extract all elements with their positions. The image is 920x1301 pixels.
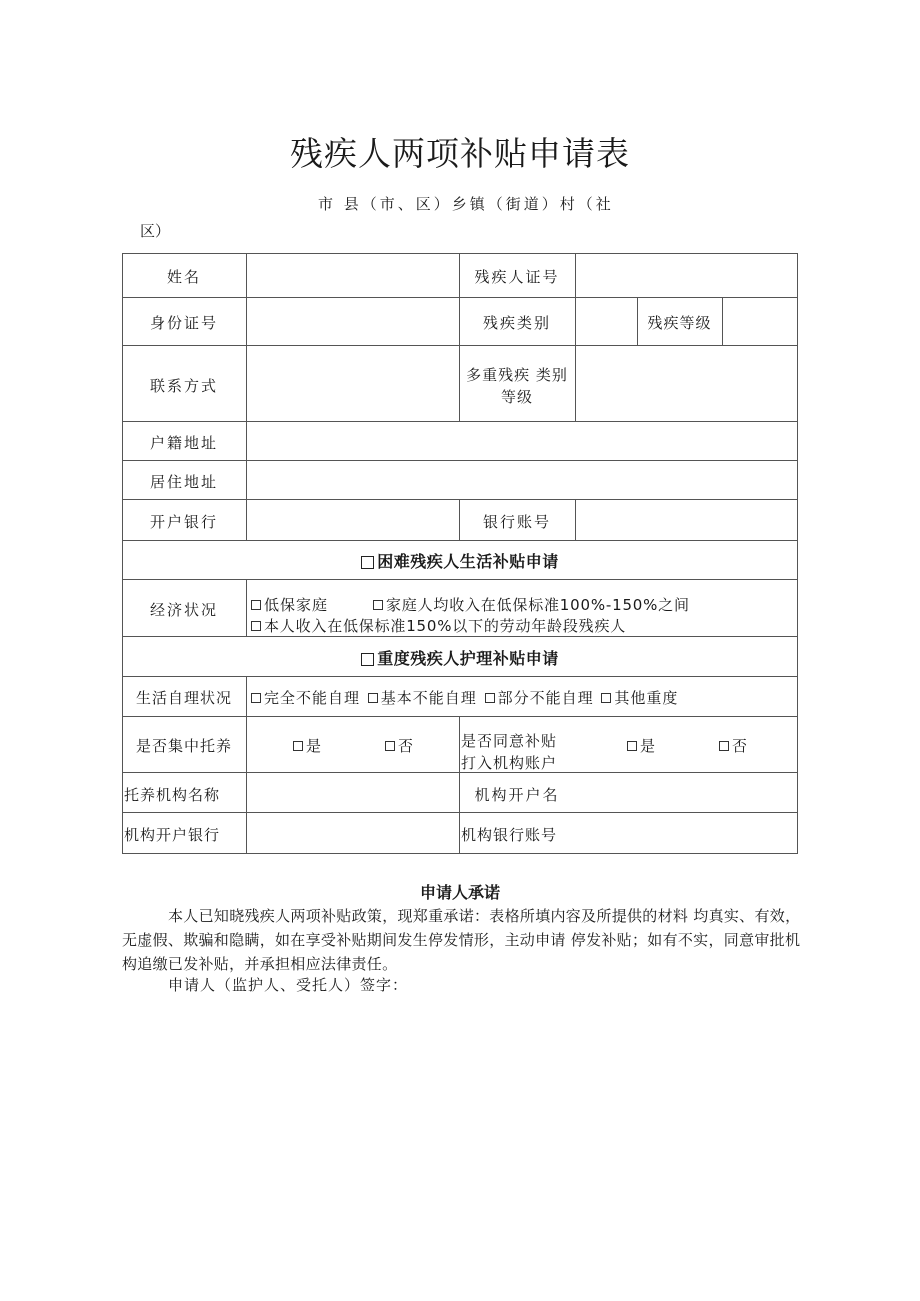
- row-divider: [122, 579, 798, 580]
- row-divider: [122, 499, 798, 500]
- multiple-disability-grade-label: 等级: [500, 388, 533, 406]
- care-option-complete[interactable]: 完全不能自理: [251, 689, 360, 707]
- row-divider: [122, 676, 798, 677]
- disability-category-label: 残疾类别: [482, 314, 551, 332]
- row-divider: [122, 540, 798, 541]
- checkbox-icon[interactable]: [293, 741, 303, 751]
- living-subsidy-section[interactable]: [122, 549, 798, 572]
- row-divider: [122, 297, 798, 298]
- econ-option-personal-income[interactable]: 本人收入在低保标准150%以下的劳动年龄段残疾人: [251, 615, 626, 636]
- agree-transfer-label-continued: 打入机构账户: [461, 754, 558, 772]
- checkbox-icon[interactable]: [601, 693, 611, 703]
- form-title: 残疾人两项补贴申请表: [290, 134, 630, 173]
- org-bank-account-label: 机构银行账号: [461, 826, 558, 844]
- table-border-bottom: [122, 853, 798, 854]
- econ-option-low-income[interactable]: 低保家庭: [251, 594, 328, 615]
- row-divider: [122, 460, 798, 461]
- checkbox-icon[interactable]: [719, 741, 729, 751]
- care-org-name-label: 托养机构名称: [124, 786, 221, 804]
- contact-label: 联系方式: [149, 377, 218, 395]
- checkbox-icon[interactable]: [251, 600, 261, 610]
- row-divider: [122, 716, 798, 717]
- care-option-partial[interactable]: 部分不能自理: [485, 689, 594, 707]
- bank-account-label: 银行账号: [482, 513, 551, 531]
- row-divider: [122, 772, 798, 773]
- bank-label: 开户银行: [149, 513, 218, 531]
- column-divider: [246, 579, 247, 636]
- column-divider: [246, 253, 247, 540]
- pledge-body: 本人已知晓残疾人两项补贴政策，现郑重承诺：表格所填内容及所提供的材料 均真实、有效，无虚假、欺骗和隐瞒，如在享受补贴期间发生停发情形，主动申请 停发补贴；如有不实，同意审批机构追缴已发补贴，并承担相应法律责任。: [122, 907, 801, 973]
- agree-transfer-label: 是否同意补贴: [461, 732, 558, 750]
- checkbox-icon[interactable]: [361, 653, 374, 666]
- checkbox-icon[interactable]: [373, 600, 383, 610]
- org-bank-label: 机构开户银行: [124, 826, 221, 844]
- section-title: 重度残疾人护理补贴申请: [377, 649, 559, 668]
- disability-cert-label: 残疾人证号: [474, 268, 560, 286]
- agree-yes-option[interactable]: 是: [627, 735, 657, 756]
- central-yes-option[interactable]: 是: [293, 735, 323, 756]
- agree-no-option[interactable]: 否: [719, 735, 749, 756]
- row-divider: [122, 636, 798, 637]
- checkbox-icon[interactable]: [385, 741, 395, 751]
- checkbox-icon[interactable]: [251, 621, 261, 631]
- name-label: 姓名: [166, 268, 201, 286]
- id-number-label: 身份证号: [149, 314, 218, 332]
- centralized-care-label: 是否集中托养: [135, 737, 232, 755]
- econ-option-family-income[interactable]: 家庭人均收入在低保标准100%-150%之间: [373, 594, 690, 615]
- care-options: [251, 687, 678, 708]
- table-border-top: [122, 253, 798, 254]
- residence-address-label: 居住地址: [149, 473, 218, 491]
- care-option-basic[interactable]: 基本不能自理: [368, 689, 477, 707]
- pledge-title: 申请人承诺: [419, 883, 500, 902]
- section-title: 困难残疾人生活补贴申请: [377, 552, 559, 571]
- central-no-option[interactable]: 否: [385, 735, 415, 756]
- row-divider: [122, 812, 798, 813]
- household-address-label: 户籍地址: [149, 434, 218, 452]
- checkbox-icon[interactable]: [485, 693, 495, 703]
- care-option-other[interactable]: 其他重度: [601, 689, 678, 707]
- economic-status-label: 经济状况: [149, 601, 218, 619]
- checkbox-icon[interactable]: [251, 693, 261, 703]
- column-divider: [246, 676, 247, 853]
- column-divider: [575, 253, 576, 421]
- location-line-continued: 区）: [140, 222, 171, 240]
- signature-label: 申请人（监护人、受托人）签字：: [168, 976, 409, 994]
- nursing-subsidy-section[interactable]: [122, 646, 798, 669]
- org-account-name-label: 机构开户名: [474, 786, 560, 804]
- multiple-disability-label: 多重残疾 类别: [466, 366, 568, 384]
- checkbox-icon[interactable]: [361, 556, 374, 569]
- checkbox-icon[interactable]: [627, 741, 637, 751]
- location-line: 市 县（市、区）乡镇（街道）村（社: [318, 195, 614, 213]
- disability-grade-label: 残疾等级: [647, 314, 712, 332]
- row-divider: [122, 345, 798, 346]
- checkbox-icon[interactable]: [368, 693, 378, 703]
- row-divider: [122, 421, 798, 422]
- column-divider: [575, 499, 576, 540]
- column-divider: [722, 297, 723, 345]
- self-care-label: 生活自理状况: [135, 689, 232, 707]
